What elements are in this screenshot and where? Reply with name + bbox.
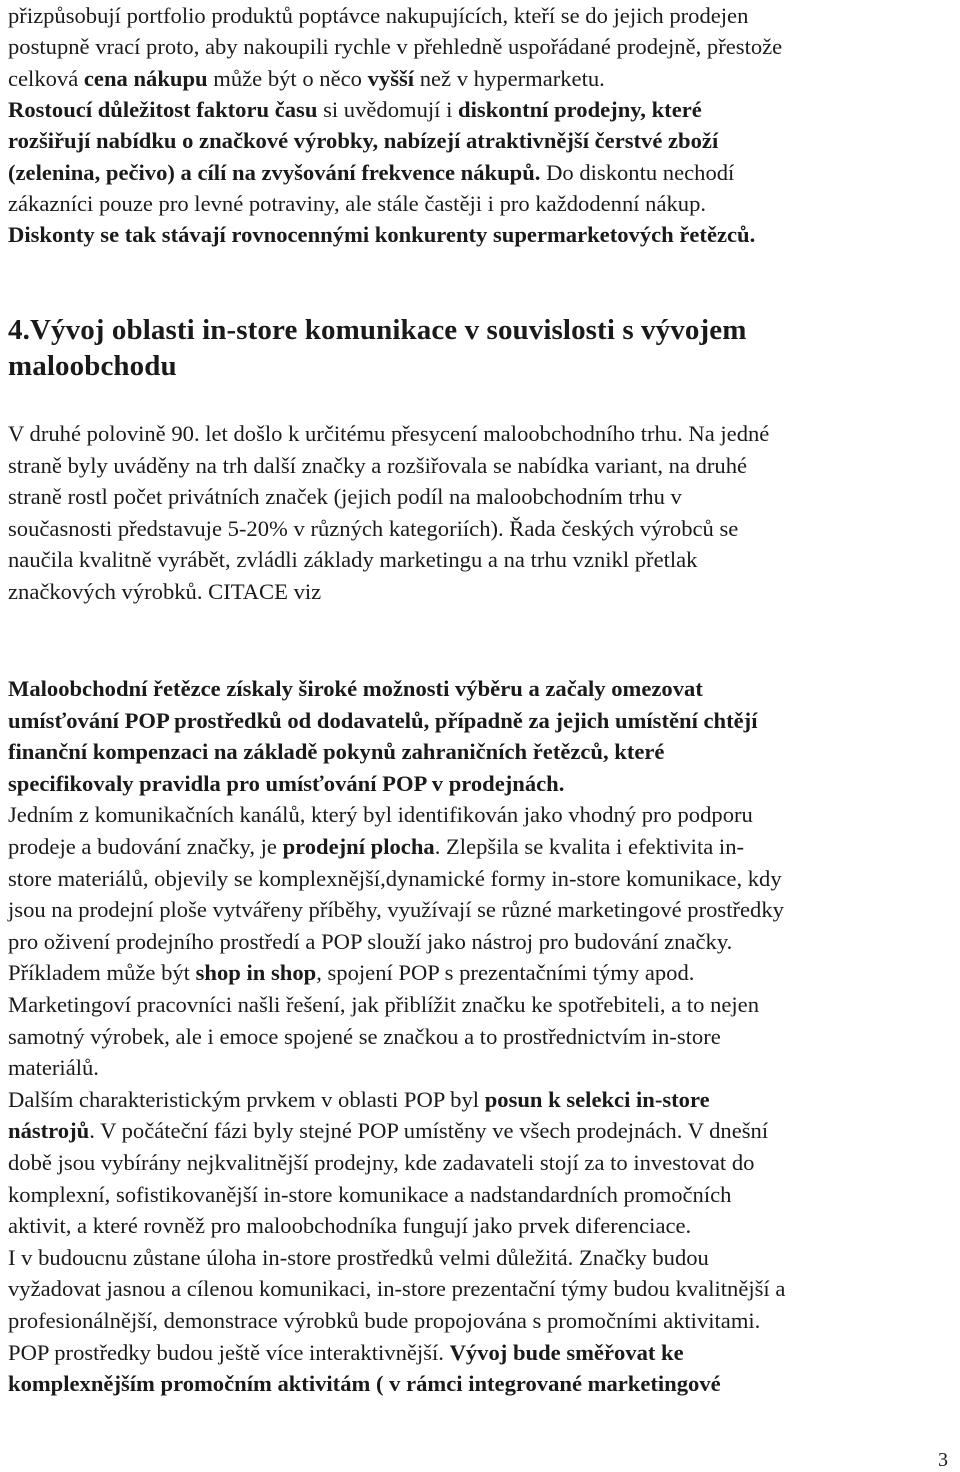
- text-line: [8, 31, 782, 62]
- text-run: postupně vrací proto, aby nakoupili rychle v přehledně uspořádané prodejně, přestože: [8, 34, 783, 60]
- text-line: [8, 94, 702, 125]
- text-line: [8, 513, 738, 544]
- text-line: [8, 1021, 721, 1052]
- bold-text: diskontní prodejny, které: [458, 96, 702, 122]
- bold-text: Diskonty se tak stávají rovnocennými konkurenty supermarketových řetězců.: [8, 222, 756, 248]
- text-line: [8, 768, 564, 799]
- bold-text: rozšiřují nabídku o značkové výrobky, nabízejí atraktivnější čerstvé zboží: [8, 128, 719, 154]
- text-line: [8, 0, 748, 31]
- bold-text: prodejní plocha: [282, 834, 435, 859]
- text-run: pro oživení prodejního prostředí a POP slouží jako nástroj pro budování značky.: [8, 928, 733, 954]
- text-run: Příkladem může být: [8, 960, 196, 986]
- text-run: . V počáteční fázi byly stejné POP umístěny ve všech prodejnách. V dnešní: [89, 1118, 769, 1144]
- page-number: 3: [938, 1449, 948, 1471]
- text-run: značkových výrobků. CITACE viz: [8, 578, 322, 604]
- text-run: store materiálů, objevily se komplexnější,dynamické formy in-store komunikace, kdy: [8, 865, 782, 891]
- text-line: [8, 481, 682, 512]
- bold-text: Rostoucí důležitost faktoru času: [8, 96, 318, 122]
- bold-text: nástrojů: [8, 1118, 90, 1144]
- bold-text: Vývoj bude směřovat ke: [449, 1339, 684, 1365]
- text-run: straně rostl počet privátních značek (jejich podíl na maloobchodním trhu v: [8, 484, 682, 509]
- text-run: vyžadovat jasnou a cílenou komunikaci, in-store prezentační týmy budou kvalitnější a: [8, 1276, 786, 1302]
- text-run: POP prostředky budou ještě více interaktivnější.: [8, 1339, 450, 1365]
- text-line: [8, 1052, 99, 1083]
- bold-text: finanční kompenzaci na základě pokynů zahraničních řetězců, které: [8, 739, 665, 765]
- text-line: [8, 894, 784, 925]
- bold-text: Maloobchodní řetězce získaly široké možnosti výběru a začaly omezovat: [8, 676, 703, 701]
- text-run: samotný výrobek, ale i emoce spojené se značkou a to prostřednictvím in-store: [8, 1023, 721, 1049]
- section-heading-line-1: 4.Vývoj oblasti in-store komunikace v souvislosti s vývojem: [8, 314, 747, 346]
- text-line: [8, 799, 753, 830]
- text-line: [8, 544, 697, 575]
- bold-text: posun k selekci in-store: [484, 1086, 710, 1112]
- text-line: [8, 1115, 768, 1146]
- text-line: [8, 219, 755, 250]
- text-line: [8, 1179, 731, 1210]
- text-run: celková: [8, 65, 84, 91]
- text-line: [8, 1147, 754, 1178]
- text-run: zákazníci pouze pro levné potraviny, ale stále častěji i pro každodenní nákup.: [8, 190, 707, 216]
- text-run: materiálů.: [8, 1055, 99, 1081]
- text-line: [8, 1273, 785, 1304]
- text-run: Do diskontu nechodí: [540, 159, 735, 185]
- text-line: [8, 1210, 691, 1241]
- bold-text: shop in shop: [195, 960, 317, 986]
- text-line: [8, 863, 782, 894]
- text-line: [8, 831, 744, 862]
- text-run: aktivit, a které rovněž pro maloobchodníka fungují jako prvek diferenciace.: [8, 1213, 692, 1239]
- text-run: jsou na prodejní ploše vytvářeny příběhy, využívají se různé marketingové prostředky: [8, 897, 784, 923]
- text-run: komplexní, sofistikovanější in-store komunikace a nadstandardních promočních: [8, 1181, 732, 1207]
- text-run: Marketingoví pracovníci našli řešení, jak přiblížit značku ke spotřebiteli, a to nejen: [8, 992, 759, 1017]
- bold-text: (zelenina, pečivo) a cílí na zvyšování frekvence nákupů.: [8, 159, 541, 185]
- text-run: V druhé polovině 90. let došlo k určitému přesycení maloobchodního trhu. Na jedné: [8, 421, 770, 446]
- text-run: , spojení POP s prezentačními týmy apod.: [316, 960, 695, 986]
- text-run: Dalším charakteristickým prvkem v oblasti POP byl: [8, 1086, 485, 1112]
- text-run: době jsou vybírány nejkvalitnější prodejny, kde zadavateli stojí za to investovat do: [8, 1150, 755, 1175]
- text-line: [8, 736, 664, 767]
- text-line: [8, 705, 757, 736]
- text-run: si uvědomují i: [317, 96, 459, 122]
- text-run: může být o něco: [207, 65, 368, 91]
- text-line: [8, 1337, 684, 1368]
- bold-text: cena nákupu: [83, 65, 208, 91]
- text-run: I v budoucnu zůstane úloha in-store prostředků velmi důležitá. Značky budou: [8, 1244, 709, 1270]
- text-line: [8, 157, 734, 188]
- text-line: [8, 1242, 709, 1273]
- text-run: naučila kvalitně vyrábět, zvládli základy marketingu a na trhu vznikl přetlak: [8, 547, 698, 572]
- text-line: [8, 188, 706, 219]
- text-line: [8, 673, 703, 704]
- bold-text: specifikovaly pravidla pro umísťování POP v prodejnách.: [8, 770, 565, 796]
- text-run: straně byly uváděny na trh další značky a rozšiřovala se nabídka variant, na druhé: [8, 452, 748, 478]
- text-run: přizpůsobují portfolio produktů poptávce nakupujících, kteří se do jejich prodejen: [8, 3, 749, 28]
- text-line: [8, 926, 732, 957]
- text-line: [8, 1368, 721, 1399]
- text-line: [8, 418, 769, 449]
- text-line: [8, 1305, 760, 1336]
- text-run: Jedním z komunikačních kanálů, který byl identifikován jako vhodný pro podporu: [8, 802, 753, 828]
- text-run: profesionálnější, demonstrace výrobků bude propojována s promočními aktivitami.: [8, 1308, 761, 1333]
- text-line: [8, 125, 718, 156]
- text-run: než v hypermarketu.: [414, 65, 605, 91]
- bold-text: umísťování POP prostředků od dodavatelů, případně za jejich umístění chtějí: [8, 707, 758, 733]
- bold-text: komplexnějším promočním aktivitám ( v rámci integrované marketingové: [8, 1371, 721, 1397]
- text-line: [8, 989, 759, 1020]
- text-line: [8, 576, 321, 607]
- text-line: [8, 1084, 710, 1115]
- text-run: prodeje a budování značky, je: [8, 834, 283, 859]
- bold-text: vyšší: [367, 65, 415, 91]
- text-line: [8, 450, 747, 481]
- text-run: současnosti představuje 5-20% v různých kategoriích). Řada českých výrobců se: [8, 515, 739, 541]
- text-run: . Zlepšila se kvalita i efektivita in-: [434, 834, 745, 859]
- text-line: [8, 63, 605, 94]
- section-heading-line-2: maloobchodu: [8, 350, 177, 382]
- text-line: [8, 957, 694, 988]
